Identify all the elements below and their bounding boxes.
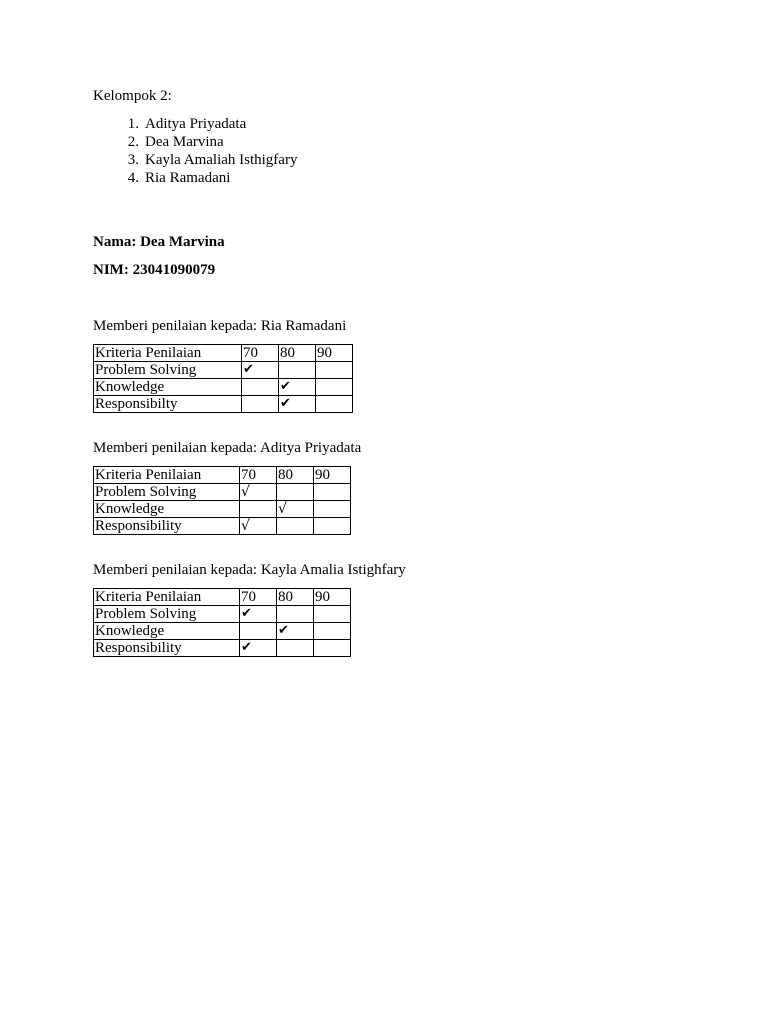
table-row — [94, 484, 351, 501]
header-cell: 80 — [277, 467, 314, 484]
list-item — [93, 133, 693, 151]
member-name: Ria Ramadani — [145, 170, 231, 186]
list-number: 4. — [127, 170, 139, 186]
criterion-cell: Knowledge — [94, 379, 242, 396]
check-cell — [316, 362, 353, 379]
group-title: Kelompok 2: — [93, 88, 172, 104]
header-cell: 90 — [314, 467, 351, 484]
check-cell — [314, 640, 351, 657]
assessment-title: Memberi penilaian kepada: Kayla Amalia Istighfary — [93, 562, 406, 578]
check-cell: ✔ — [242, 362, 279, 379]
check-cell — [314, 623, 351, 640]
criterion-cell: Responsibility — [94, 518, 240, 535]
header-cell: 70 — [240, 589, 277, 606]
check-cell — [279, 362, 316, 379]
table-row — [94, 362, 353, 379]
criterion-cell: Responsibilty — [94, 396, 242, 413]
check-cell — [314, 501, 351, 518]
check-cell: ✔ — [277, 623, 314, 640]
assessment-table — [93, 344, 353, 413]
table-row — [94, 379, 353, 396]
criterion-cell: Problem Solving — [94, 362, 242, 379]
member-list — [93, 115, 693, 187]
check-cell: √ — [240, 518, 277, 535]
check-cell — [314, 606, 351, 623]
list-item — [93, 115, 693, 133]
header-cell: 70 — [240, 467, 277, 484]
check-cell — [240, 623, 277, 640]
assessment-table — [93, 588, 351, 657]
header-cell: Kriteria Penilaian — [94, 467, 240, 484]
check-cell: ✔ — [240, 606, 277, 623]
check-cell — [314, 484, 351, 501]
table-row — [94, 640, 351, 657]
criterion-cell: Problem Solving — [94, 484, 240, 501]
table-row — [94, 396, 353, 413]
check-cell — [314, 518, 351, 535]
header-cell: Kriteria Penilaian — [94, 589, 240, 606]
list-number: 1. — [127, 116, 139, 132]
check-cell: √ — [240, 484, 277, 501]
check-cell — [242, 396, 279, 413]
criterion-cell: Knowledge — [94, 501, 240, 518]
assessment-table — [93, 466, 351, 535]
list-item — [93, 151, 693, 169]
check-cell — [316, 396, 353, 413]
student-name: Nama: Dea Marvina — [93, 234, 225, 250]
document-page — [93, 87, 693, 657]
check-cell: √ — [277, 501, 314, 518]
check-cell — [277, 640, 314, 657]
table-header-row — [94, 345, 353, 362]
check-cell — [316, 379, 353, 396]
header-cell: 90 — [314, 589, 351, 606]
criterion-cell: Responsibility — [94, 640, 240, 657]
criterion-cell: Knowledge — [94, 623, 240, 640]
member-name: Dea Marvina — [145, 134, 224, 150]
check-cell — [277, 518, 314, 535]
check-cell: ✔ — [279, 396, 316, 413]
member-name: Aditya Priyadata — [145, 116, 247, 132]
header-cell: 80 — [279, 345, 316, 362]
criterion-cell: Problem Solving — [94, 606, 240, 623]
header-cell: Kriteria Penilaian — [94, 345, 242, 362]
check-cell: ✔ — [240, 640, 277, 657]
table-row — [94, 623, 351, 640]
assessment-title: Memberi penilaian kepada: Aditya Priyadata — [93, 440, 362, 456]
table-row — [94, 606, 351, 623]
header-cell: 70 — [242, 345, 279, 362]
check-cell — [240, 501, 277, 518]
check-cell — [277, 606, 314, 623]
table-row — [94, 501, 351, 518]
header-cell: 90 — [316, 345, 353, 362]
table-row — [94, 518, 351, 535]
check-cell — [277, 484, 314, 501]
header-cell: 80 — [277, 589, 314, 606]
assessment-title: Memberi penilaian kepada: Ria Ramadani — [93, 318, 347, 334]
table-header-row — [94, 589, 351, 606]
student-nim: NIM: 23041090079 — [93, 262, 216, 278]
table-header-row — [94, 467, 351, 484]
list-item — [93, 169, 693, 187]
check-cell — [242, 379, 279, 396]
member-name: Kayla Amaliah Isthigfary — [145, 152, 298, 168]
list-number: 3. — [127, 152, 139, 168]
check-cell: ✔ — [279, 379, 316, 396]
list-number: 2. — [127, 134, 139, 150]
